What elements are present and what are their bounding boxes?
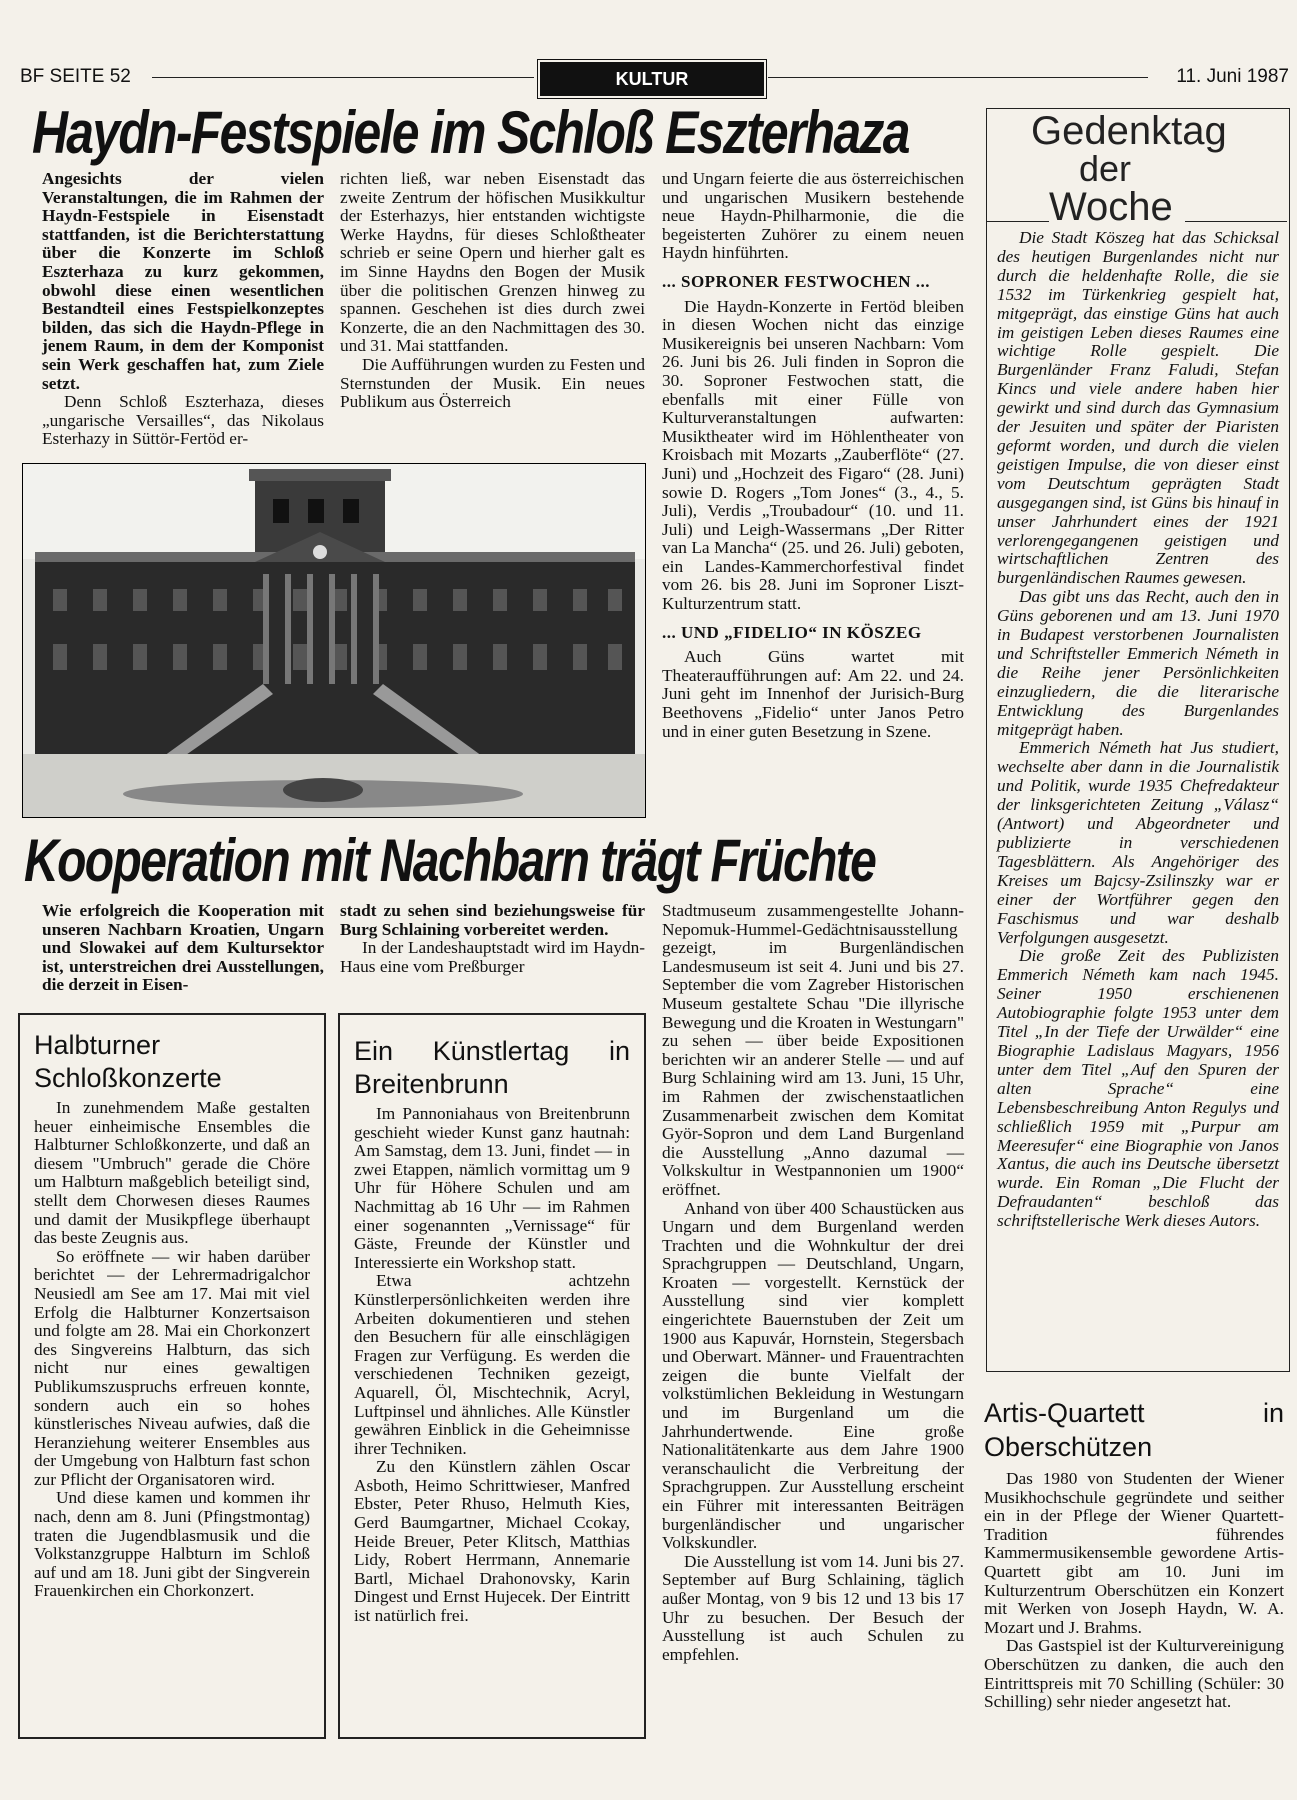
gedenktag-box	[986, 108, 1290, 1372]
article2-paragraph: In der Landeshauptstadt wird im Haydn-Haus eine vom Preßburger	[340, 938, 645, 976]
gedenktag-paragraph: Die Stadt Köszeg hat das Schicksal des heutigen Burgenlandes nicht nur durch die heldenhafte Rolle, die sie 1532 im Türkenkrieg gespielt hat, mitgeprägt, das einstige Güns hat auch im geistigen Leben dieses Raumes eine wichtige Rolle gespielt. Die Burgenländer Franz Faludi, Stefan Kincs und viele andere haben hier gewirkt und sind durch das Gymnasium der Jesuiten und später der Piaristen geformt worden, und durch die vielen geistigen Impulse, die von dieser einst vom Deutschtum geprägten Stadt ausgegangen sind, ist Güns bis hinauf in unser Jahrhundert eines der 1921 verlorengegangenen geistigen und wirtschaftlichen Zentren des burgenländischen Raumes gewesen.	[997, 228, 1279, 588]
gedenktag-paragraph: Das gibt uns das Recht, auch den in Güns geborenen und am 13. Juni 1970 in Budapest verstorbenen Journalisten und Schriftsteller Emmerich Németh in die Reihe jener Persönlichkeiten einzugliedern, die die literarische Entwicklung des Burgenlandes mitgeprägt haben.	[997, 587, 1279, 739]
palace-illustration	[23, 464, 645, 817]
article1-paragraph: Auch Güns wartet mit Theateraufführungen auf: Am 22. und 24. Juni geht im Innenhof der Jurisich-Burg Beethovens „Fidelio“ unter Janos Petro und in einer guten Besetzung in Szene.	[662, 647, 964, 741]
artis-paragraph: Das Gastspiel ist der Kulturvereinigung Oberschützen zu danken, die auch den Eintrittspreis mit 70 Schilling (Schüler: 30 Schilling) sehr nieder angesetzt hat.	[984, 1636, 1284, 1712]
article2-paragraph: Stadtmuseum zusammengestellte Johann-Nepomuk-Hummel-Gedächtnisausstellung gezeigt, im Burgenländischen Landesmuseum ist seit 4. Juni und bis 27. September die vom Zagreber Historischen Museum gestaltete Schau "Die illyrische Bewegung und die Kroaten in Westungarn" zu sehen — über beide Expositionen berichten wir an anderer Stelle — und auf Burg Schlaining wird am 13. Juni, 15 Uhr, im Rahmen der zwischenstaatlichen Zusammenarbeit zwischen dem Komitat Györ-Sopron und dem Land Burgenland die Ausstellung „Anno dazumal — Volkskultur in Westpannonien um 1900“ eröffnet.	[662, 901, 964, 1199]
article1-paragraph: und Ungarn feierte die aus österreichischen und ungarischen Musikern bestehende neue Haydn-Philharmonie, die die begeisterten Zuhörer zu einem neuen Haydn hinführten.	[662, 169, 964, 263]
headline-haydn: Haydn-Festspiele im Schloß Eszterhaza	[32, 99, 909, 166]
subhead-fidelio: ... UND „FIDELIO“ IN KÖSZEG	[662, 622, 922, 642]
box-paragraph: Im Pannoniahaus von Breitenbrunn geschieht wieder Kunst ganz hautnah: Am Samstag, dem 13. Juni, findet — in zwei Etappen, nämlich vormittag um 9 Uhr für Höhere Schulen und am Nachmittag ab 16 Uhr — im Rahmen einer sogenannten „Vernissage“ für Gäste, Freunde der Künstler und Interessierte ein Workshop statt.	[354, 1104, 630, 1272]
article2-column-2	[340, 902, 645, 976]
box-paragraph: So eröffnete — wir haben darüber berichtet — der Lehrermadrigalchor Neusiedl am See am 17. Mai mit viel Erfolg die Halbturner Konzertsaison und folgte am 28. Mai ein Chorkonzert des Singvereins Halbturn, das sich nicht nur eines gewaltigen Publikumszuspruchs erfreuen konnte, sondern auch ein so hohes künstlerisches Niveau aufwies, daß die Heranziehung weiterer Ensembles aus der Umgebung von Halbturn fast schon zur Pflicht der Organisatoren wird.	[34, 1246, 310, 1489]
gedenktag-paragraph: Die große Zeit des Publizisten Emmerich Németh kam nach 1945. Seiner 1950 erschienenen Autobiographie folgte 1953 unter dem Titel „In der Tiefe der Urwälder“ eine Biographie Ladislaus Magyars, 1956 unter dem Titel „Auf den Spuren der alten Sprache“ eine Lebensbeschreibung Anton Regulys und schließlich 1959 mit „Purpur am Meeresufer“ eine Biographie von Janos Xantus, die auch ins Deutsche übersetzt wurde. Ein Roman „Die Flucht der Defraudanten“ beschloß das schriftstellerische Werk dieses Autors.	[997, 946, 1279, 1231]
article1-paragraph: Die Haydn-Konzerte in Fertöd bleiben in diesen Wochen nicht das einzige Musikereignis bei unseren Nachbarn: Vom 26. Juni bis 26. Juli finden in Sopron die 30. Soproner Festwochen statt, die ebenfalls mit einer Fülle von Kulturveranstaltungen aufwarten: Musiktheater wird im Höhlentheater von Kroisbach mit Mozarts „Zauberflöte“ (27. Juni) und „Hochzeit des Figaro“ (28. Juni) sowie D. Rogers „Tom Jones“ (3., 4., 5. Juli), Verdis „Troubadour“ (10. und 11. Juli) und Leigh-Wassermans „Der Ritter van La Mancha“ (25. und 26. Juli) geboten, ein Landes-Kammerchorfestival findet vom 26. bis 28. Juni im Soproner Liszt-Kulturzentrum statt.	[662, 296, 964, 614]
box-paragraph: Zu den Künstlern zählen Oscar Asboth, Heimo Schrittwieser, Manfred Ebster, Peter Rhuso, Helmuth Kies, Gerd Baumgartner, Michael Ccokay, Heide Breuer, Peter Klitsch, Matthias Lidy, Robert Herrmann, Annemarie Bartl, Michael Drahonovsky, Karin Dingest und Ernst Hujecek. Der Eintritt ist natürlich frei.	[354, 1457, 630, 1626]
headline-kooperation: Kooperation mit Nachbarn trägt Früchte	[24, 827, 876, 894]
section-label: KULTUR	[540, 62, 764, 96]
header-rule-right	[768, 77, 1148, 78]
box-halbturner-title: Halbturner Schloßkonzerte	[34, 1030, 222, 1093]
article2-column-3	[662, 902, 964, 1664]
subhead-sopron: ... SOPRONER FESTWOCHEN ...	[662, 271, 931, 291]
palace-photo	[22, 463, 646, 818]
gedenktag-title-line3: Woche	[1049, 185, 1173, 229]
box-breitenbrunn-title: Ein Künstlertag in Breitenbrunn	[354, 1036, 630, 1099]
page-number: BF SEITE 52	[20, 66, 131, 87]
box-paragraph: Etwa achtzehn Künstlerpersönlichkeiten werden ihre Arbeiten dokumentieren und stehen den Besuchern für alle einschlägigen Fragen zur Verfügung. Es werden die verschiedenen Techniken gezeigt, Aquarell, Öl, Mischtechnik, Acryl, Luftpinsel und ähnliches. Alle Künstler gewähren Einblick in die Geheimnisse ihrer Techniken.	[354, 1271, 630, 1458]
article2-lead-1: Wie erfolgreich die Kooperation mit unseren Nachbarn Kroatien, Ungarn und Slowakei auf dem Kultursektor ist, unterstreichen drei Ausstellungen, die derzeit in Eisen-	[42, 901, 324, 995]
box-paragraph: Und diese kamen und kommen ihr nach, denn am 8. Juni (Pfingstmontag) traten die Jugendblasmusik und die Volkstanzgruppe Halbturn im Schloß auf und am 18. Juni gibt der Singverein Frauenkirchen ein Chorkonzert.	[34, 1488, 310, 1601]
article2-lead-2: stadt zu sehen sind beziehungsweise für Burg Schlaining vorbereitet werden.	[340, 901, 645, 939]
article1-column-1	[42, 170, 324, 449]
article1-paragraph: richten ließ, war neben Eisenstadt das zweite Zentrum der höfischen Musikkultur der Esterhazys, hier entstanden wichtigste Werke Haydns, für dieses Schloßtheater schrieb er seine Opern und hierher galt es im Sinne Haydns den Bogen der Musik über die politischen Grenzen hinweg zu spannen. Geschehen ist dies durch zwei Konzerte, die an den Nachmittagen des 30. und 31. Mai stattfanden.	[340, 169, 645, 356]
artis-title: Artis-Quartett in Oberschützen	[984, 1398, 1284, 1462]
article2-paragraph: Die Ausstellung ist vom 14. Juni bis 27. September auf Burg Schlaining, täglich außer Montag, von 9 bis 12 und 13 bis 17 Uhr zu besuchen. Der Besuch der Ausstellung ist auch Schulen zu empfehlen.	[662, 1551, 964, 1664]
gedenktag-text	[997, 229, 1279, 1231]
artis-article	[984, 1396, 1284, 1712]
article1-paragraph: Denn Schloß Eszterhaza, dieses „ungarische Versailles“, das Nikolaus Esterhazy in Süttör-Fertöd er-	[42, 392, 324, 449]
article1-paragraph: Die Aufführungen wurden zu Festen und Sternstunden der Musik. Ein neues Publikum aus Österreich	[340, 354, 645, 412]
issue-date: 11. Juni 1987	[1176, 66, 1289, 87]
header-rule-left	[152, 77, 534, 78]
article2-paragraph: Anhand von über 400 Schaustücken aus Ungarn und dem Burgenland werden Trachten und die Wohnkultur der drei Sprachgruppen — Deutschland, Ungarn, Kroaten — vorgestellt. Kernstück der Ausstellung sind vier komplett eingerichtete Bauernstuben der Zeit um 1900 aus Kapuvár, Hornstein, Stegersbach und Oberwart. Männer- und Frauentrachten zeigen die bunte Vielfalt der volkstümlichen Bekleidung in Westungarn und im Burgenland um die Jahrhundertwende. Eine große Nationalitätenkarte aus dem Jahre 1900 veranschaulicht die Verbreitung der Sprachgruppen. Zur Ausstellung erscheint ein Führer mit interessanten Beiträgen burgenländischer und ungarischer Volkskundler.	[662, 1198, 964, 1553]
article1-lead: Angesichts der vielen Veranstaltungen, die im Rahmen der Haydn-Festspiele in Eisenstadt stattfanden, ist die Berichterstattung über die Konzerte im Schloß Eszterhaza zu kurz gekommen, obwohl diese einen wesentlichen Bestandteil eines Festspielkonzeptes bilden, das sich die Haydn-Pflege in jenem Raum, in dem der Komponist sein Werk geschaffen hat, zum Ziele setzt.	[42, 169, 324, 393]
article1-column-2	[340, 170, 645, 412]
gedenktag-title-line1: Gedenktag	[1031, 109, 1227, 153]
box-breitenbrunn	[338, 1013, 646, 1739]
article1-column-3	[662, 170, 964, 741]
gedenktag-title-line2: der	[1079, 148, 1132, 189]
artis-paragraph: Das 1980 von Studenten der Wiener Musikhochschule gegründete und seither ein in der Pflege der Wiener Quartett-Tradition führendes Kammermusikensemble gewordene Artis-Quartett gibt am 10. Juni im Kulturzentrum Oberschützen ein Konzert mit Werken von Joseph Haydn, W. A. Mozart und J. Brahms.	[984, 1469, 1284, 1637]
gedenktag-paragraph: Emmerich Németh hat Jus studiert, wechselte aber dann in die Journalistik und Politik, wurde 1935 Chefredakteur der linksgerichteten Zeitung „Válasz“ (Antwort) und Abgeordneter und publizierte in verschiedenen Tagesblättern. Als Angehöriger des Kreises um Bajcsy-Zsilinszky war er einer der Wortführer gegen den Faschismus und war deshalb Verfolgungen ausgesetzt.	[997, 738, 1279, 947]
box-halbturner	[18, 1013, 326, 1739]
box-paragraph: In zunehmendem Maße gestalten heuer einheimische Ensembles die Halbturner Schloßkonzerte, und daß an diesem "Umbruch" gerade die Chöre um Halbturn maßgeblich beteiligt sind, stellt dem Chorwesen dieses Raumes und damit der Musikpflege überhaupt das beste Zeugnis aus.	[34, 1098, 310, 1248]
